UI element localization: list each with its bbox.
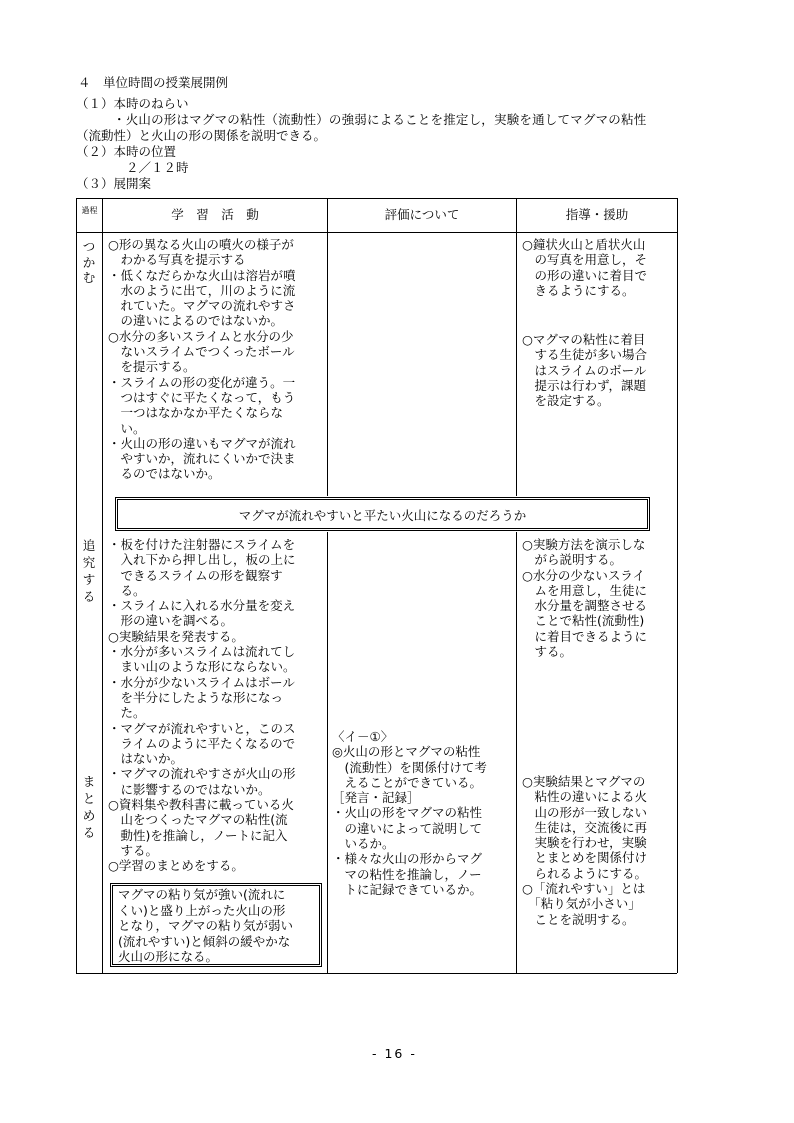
pursue-activity-line: た。 xyxy=(108,705,146,721)
grasp-activity-line: を提示する。 xyxy=(108,359,196,375)
table-border-left xyxy=(76,198,77,973)
phase-grasp-3: む xyxy=(82,270,96,285)
table-divider-evaluation-lower xyxy=(516,532,517,973)
page-number: - 16 - xyxy=(372,1046,417,1061)
grasp-guidance-line: の形の違いに着目で xyxy=(522,267,648,283)
summary-text xyxy=(118,887,293,965)
phase-pursue-2: 究 xyxy=(82,555,96,570)
evaluation-line: 〈イ－①〉 xyxy=(332,729,394,744)
pursue-activity-line: まい山のような形にならない。 xyxy=(108,659,296,675)
pursue-guidance-line: ○水分の少ないスライ xyxy=(522,567,646,583)
grasp-activity-line: やすいか，流れにくいかで決ま xyxy=(108,451,296,467)
phase-grasp-2: か xyxy=(82,254,96,270)
evaluation-line: の違いによって説明して xyxy=(332,820,483,836)
aim-line-1: ・火山の形はマグマの粘性（流動性）の強弱によることを推定し，実験を通してマグマの粘性 xyxy=(113,112,647,127)
pursue-guidance-line: ことで粘性(流動性) xyxy=(522,613,645,629)
pursue-activity-line: はないか。 xyxy=(108,751,184,767)
pursue-guidance-line: 実験を行わせ，実験 xyxy=(522,835,647,851)
pursue-guidance-2 xyxy=(522,774,647,927)
grasp-guidance-line: 提示は行わず，課題 xyxy=(522,377,647,393)
summary-line: となり，マグマの粘り気が弱い xyxy=(118,918,294,934)
grasp-activity-line: ・低くなだらかな火山は溶岩が噴 xyxy=(108,267,296,283)
pursue-activity-line: ・マグマが流れやすいと，このス xyxy=(108,720,296,736)
pursue-activity-line: ・水分が少ないスライムはボール xyxy=(108,674,295,690)
plan-label: （３）展開案 xyxy=(76,176,152,191)
pursue-activity-line: ・スライムに入れる水分量を変え xyxy=(108,598,296,614)
pursue-activity-line: る。 xyxy=(108,582,146,598)
phase-pursue xyxy=(82,537,96,605)
phase-summarize-3: め xyxy=(82,808,96,823)
pursue-guidance-line: がら説明する。 xyxy=(522,552,623,568)
evaluation-text xyxy=(332,729,487,897)
pursue-activity-line: を半分にしたような形になっ xyxy=(108,689,284,705)
pursue-activity-line: ○資料集や教科書に載っている火 xyxy=(108,797,294,813)
pursue-guidance-line: ○実験方法を演示しな xyxy=(522,537,646,552)
grasp-activity-line: の違いによるのではないか。 xyxy=(108,313,284,329)
grasp-activity-line: つはすぐに平たくなって，もう xyxy=(108,389,296,405)
table-border-right xyxy=(677,198,678,973)
pursue-guidance-line: ことを説明する。 xyxy=(522,911,635,927)
pursue-guidance-line: 水分量を調整させる xyxy=(522,598,648,614)
phase-pursue-4: る xyxy=(82,589,96,604)
grasp-guidance-line: はスライムのボール xyxy=(522,362,647,378)
header-activities: 学 習 活 動 xyxy=(171,207,259,222)
phase-pursue-1: 追 xyxy=(82,538,96,553)
pursue-guidance-line: 「粘り気が小さい」 xyxy=(522,896,641,912)
grasp-activity-line: 一つはなかなか平たくならな xyxy=(108,405,284,421)
pursue-activity-line: ・板を付けた注射器にスライムを xyxy=(108,537,296,552)
table-border-top xyxy=(76,198,677,199)
grasp-guidance-line: の写真を用意し，そ xyxy=(522,252,648,268)
grasp-activity-line: わかる写真を提示する xyxy=(108,252,246,268)
grasp-activity-line: ないスライムでつくったボール xyxy=(108,344,295,360)
evaluation-line: いるか。 xyxy=(332,836,395,852)
table-header-divider xyxy=(76,232,677,233)
phase-summarize-2: と xyxy=(82,791,96,806)
position-label: （２）本時の位置 xyxy=(76,144,177,159)
pursue-guidance-line: 山の形が一致しない xyxy=(522,804,648,820)
summary-line: くい)と盛り上がった火山の形 xyxy=(118,902,286,918)
pursue-activity-line: ライムのように平たくなるので xyxy=(108,735,296,751)
phase-grasp xyxy=(82,239,96,286)
evaluation-line: ◎火山の形とマグマの粘性 xyxy=(332,744,481,760)
pursue-guidance-line: に着目できるように xyxy=(522,628,648,644)
summary-line: 火山の形になる。 xyxy=(118,949,219,965)
table-divider-phase xyxy=(102,198,103,973)
grasp-activity-line: るのではないか。 xyxy=(108,466,221,482)
header-evaluation: 評価について xyxy=(384,207,460,222)
summary-line: マグマの粘り気が強い(流れに xyxy=(118,887,286,902)
table-divider-activity-lower xyxy=(327,532,328,973)
table-border-bottom xyxy=(76,973,677,974)
grasp-activity-line: 水のように出て，川のように流 xyxy=(108,282,296,298)
grasp-guidance-2 xyxy=(522,332,647,408)
grasp-activity-line: い。 xyxy=(108,420,146,436)
pursue-guidance-line: 粘性の違いによる火 xyxy=(522,789,648,805)
pursue-activity-line: 入れ下から押し出し，板の上に xyxy=(108,552,296,568)
pursue-activity-line: 動性)を推論し，ノートに記入 xyxy=(108,827,288,843)
pursue-activity-line: 形の違いを調べる。 xyxy=(108,613,234,629)
grasp-activity-line: ・スライムの形の変化が違う。一 xyxy=(108,374,296,390)
evaluation-line: ・火山の形をマグマの粘性 xyxy=(332,805,483,821)
phase-pursue-3: す xyxy=(82,572,96,587)
grasp-guidance-line: ○鐘状火山と盾状火山 xyxy=(522,237,646,252)
evaluation-line: えることができている。 xyxy=(332,774,483,790)
header-phase-label: 過程 xyxy=(81,206,98,215)
table-divider-activity xyxy=(327,198,328,496)
pursue-activity-line: できるスライムの形を観察す xyxy=(108,567,283,583)
evaluation-line: ［発言・記録］ xyxy=(332,790,420,806)
grasp-activity-line: ○水分の多いスライムと水分の少 xyxy=(108,328,294,344)
pursue-guidance-line: られるようにする。 xyxy=(522,865,648,881)
grasp-guidance-line: する生徒が多い場合 xyxy=(522,347,648,363)
grasp-guidance-line: を設定する。 xyxy=(522,393,610,409)
pursue-activity-line: ○実験結果を発表する。 xyxy=(108,628,244,644)
pursue-guidance-line: ムを用意し，生徒に xyxy=(522,582,648,598)
pursue-guidance-1 xyxy=(522,537,647,659)
pursue-activity-line: に影響するのではないか。 xyxy=(108,781,271,797)
aim-label: （１）本時のねらい xyxy=(76,96,189,111)
phase-summarize-4: る xyxy=(82,825,96,840)
grasp-activity-line: れていた。マグマの流れやすさ xyxy=(108,298,296,314)
grasp-guidance-1 xyxy=(522,237,647,298)
header-phase xyxy=(77,207,102,215)
grasp-guidance-line: ○マグマの粘性に着目 xyxy=(522,332,646,347)
phase-summarize-1: ま xyxy=(82,774,96,789)
summary-line: (流れやすい)と傾斜の緩やかな xyxy=(118,933,291,949)
evaluation-line: (流動性）を関係付けて考 xyxy=(332,759,487,775)
pursue-activity-line: ・水分が多いスライムは流れてし xyxy=(108,644,296,660)
table-divider-evaluation xyxy=(516,198,517,496)
grasp-guidance-line: きるようにする。 xyxy=(522,282,635,298)
grasp-activities xyxy=(108,237,296,482)
problem-box xyxy=(115,497,650,531)
phase-grasp-1: つ xyxy=(82,239,96,254)
grasp-activity-line: ○形の異なる火山の噴火の様子が xyxy=(108,237,294,252)
evaluation-line: マの粘性を推論し，ノー xyxy=(332,866,482,882)
pursue-activity-line: ○学習のまとめをする。 xyxy=(108,858,244,874)
pursue-activities xyxy=(108,537,296,874)
grasp-activity-line: ・火山の形の違いもマグマが流れ xyxy=(108,435,296,451)
position-value: ２／１２時 xyxy=(126,160,189,175)
pursue-activity-line: 山をつくったマグマの粘性(流 xyxy=(108,812,288,828)
aim-line-2: （流動性）と火山の形の関係を説明できる。 xyxy=(76,128,327,143)
pursue-guidance-line: 生徒は，交流後に再 xyxy=(522,819,648,835)
phase-summarize xyxy=(82,773,96,841)
header-guidance: 指導・援助 xyxy=(565,207,629,222)
pursue-guidance-line: とまとめを関係付け xyxy=(522,850,648,866)
section-heading: ４ 単位時間の授業展開例 xyxy=(78,75,229,90)
pursue-guidance-line: する。 xyxy=(522,644,573,660)
pursue-guidance-line: ○実験結果とマグマの xyxy=(522,774,646,789)
pursue-guidance-line: ○「流れやすい」とは xyxy=(522,881,646,897)
evaluation-line: トに記録できているか。 xyxy=(332,881,483,897)
pursue-activity-line: する。 xyxy=(108,842,159,858)
evaluation-line: ・様々な火山の形からマグ xyxy=(332,851,483,867)
summary-box xyxy=(110,883,322,967)
pursue-activity-line: ・マグマの流れやすさが火山の形 xyxy=(108,766,296,782)
problem-text: マグマが流れやすいと平たい火山になるのだろうか xyxy=(238,508,527,523)
